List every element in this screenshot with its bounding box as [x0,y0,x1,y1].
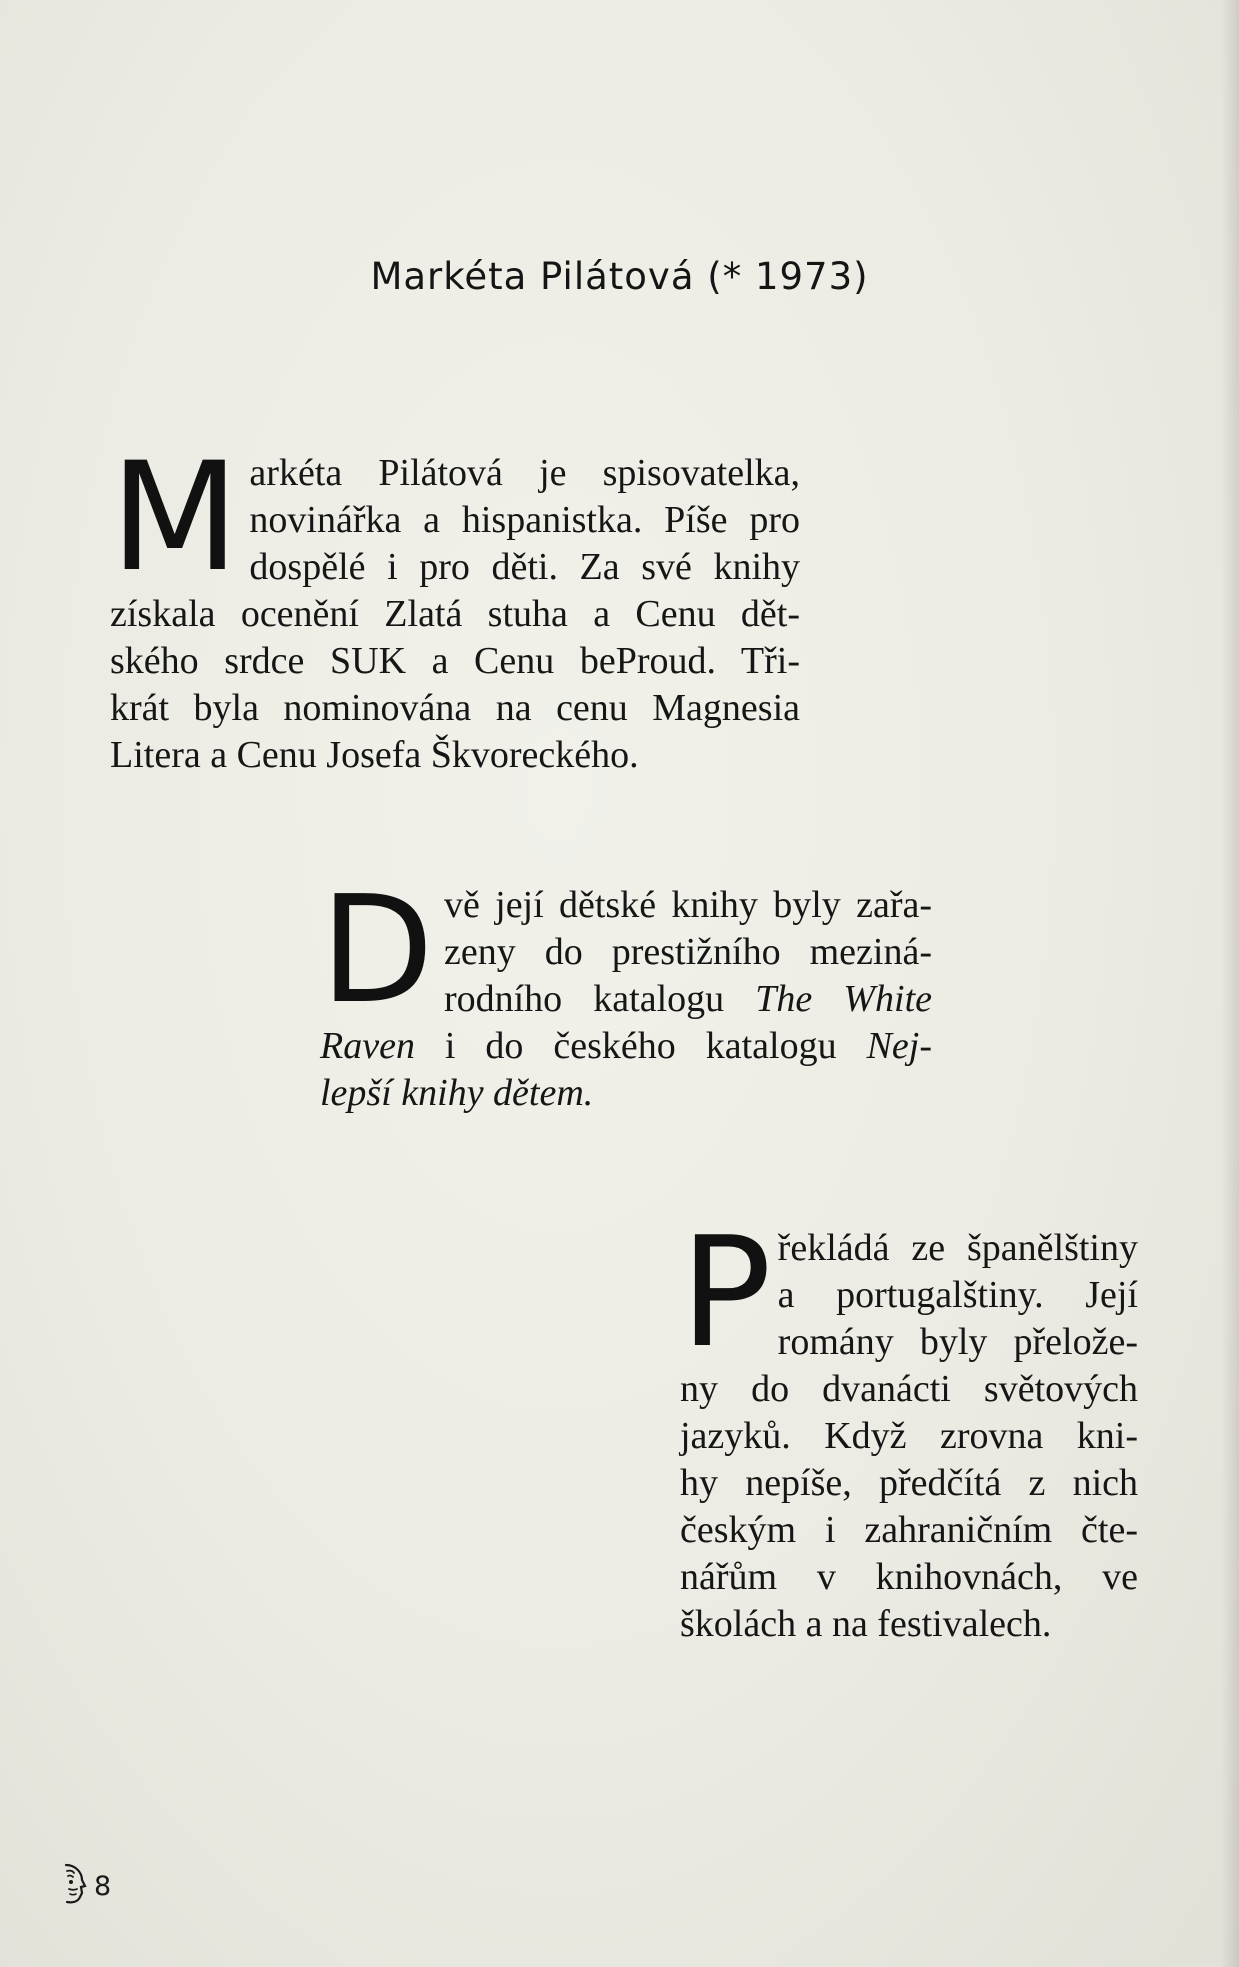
bio-paragraph-translations [680,1204,1138,1648]
text-line: novinářka a hispanistka. Píše pro [249,499,800,541]
text-line: Litera a Cenu Josefa Škvoreckého. [110,734,639,776]
dropcap-p: P [680,1204,772,1381]
text-line: ského srdce SUK a Cenu beProud. Tři- [110,640,800,682]
text-line: řekládá ze španělštiny [777,1227,1138,1269]
text-line: vě její dětské knihy byly zařa- [443,884,932,926]
text-line: ny do dvanácti světových [680,1368,1138,1410]
text-line: nářům v knihovnách, ve [680,1556,1138,1598]
page-number: 8 [94,1871,112,1902]
book-title-italic: lepší knihy dětem. [320,1072,594,1114]
text-line: romány byly přelože- [777,1321,1138,1363]
book-title-italic: The White [755,978,932,1020]
page-title: Markéta Pilátová (* 1973) [370,255,869,298]
text-fragment: i do českého katalogu [414,1025,867,1067]
text-line: hy nepíše, předčítá z nich [680,1462,1138,1504]
text-line: dospělé i pro děti. Za své knihy [249,546,800,588]
text-line: získala ocenění Zlatá stuha a Cenu dět- [110,593,800,635]
text-line: jazyků. Když zrovna kni- [680,1415,1138,1457]
book-title-italic: Nej- [866,1025,932,1067]
face-profile-icon [58,1862,88,1911]
text-line: zeny do prestižního meziná- [443,931,932,973]
bio-paragraph-catalogues [320,864,932,1117]
text-line: a portugalštiny. Její [777,1274,1138,1316]
dropcap-d: D [320,864,434,1036]
book-title-italic: Raven [320,1025,415,1067]
text-line: českým i zahraničním čte- [680,1509,1138,1551]
bio-paragraph-intro [110,431,800,779]
text-line: krát byla nominována na cenu Magnesia [110,687,800,729]
text-line [320,1070,932,1117]
text-line: arkéta Pilátová je spisovatelka, [249,452,800,494]
dropcap-m: M [110,431,240,605]
page-footer [58,1862,111,1911]
text-line: školách a na festivalech. [680,1603,1052,1645]
text-line [320,1023,932,1070]
text-fragment: rodního katalogu [443,978,756,1020]
